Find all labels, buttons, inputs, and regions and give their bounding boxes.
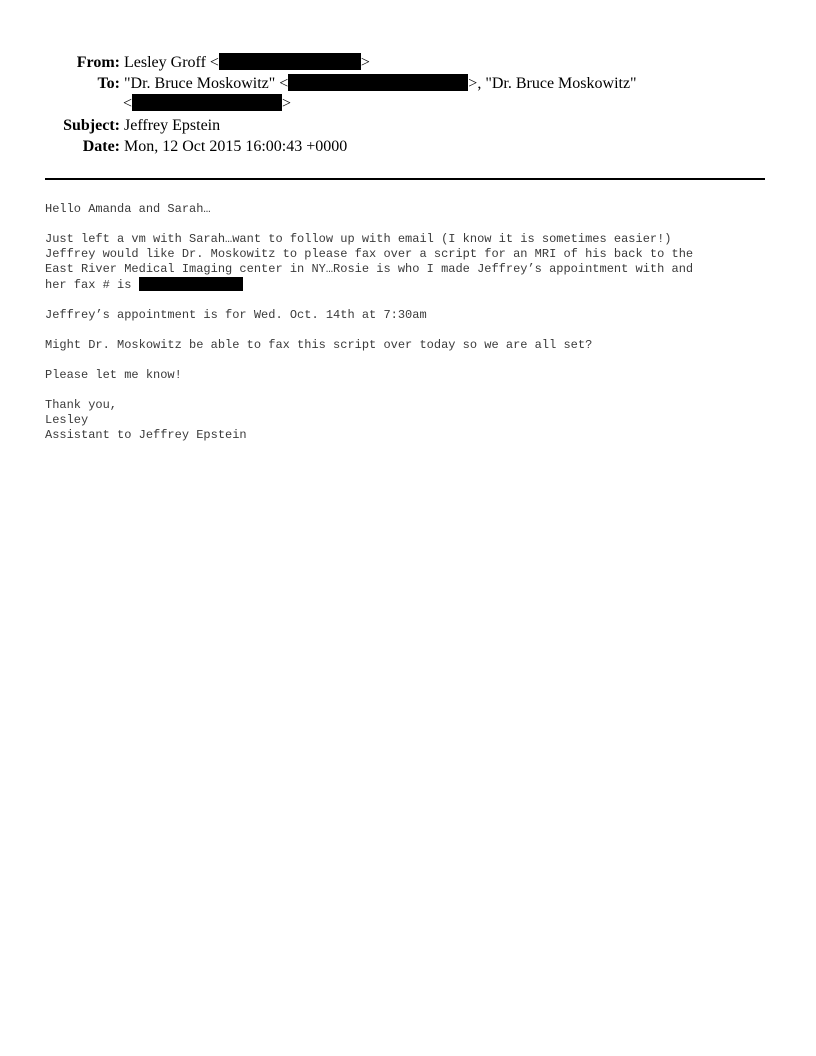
- spacer: [45, 293, 775, 308]
- signature-title: Assistant to Jeffrey Epstein: [45, 428, 247, 442]
- spacer: [45, 217, 775, 232]
- body-line: Jeffrey would like Dr. Moskowitz to please fax over a script for an MRI of his back to the: [45, 247, 694, 261]
- spacer: [45, 323, 775, 338]
- header-divider: [45, 178, 765, 180]
- to-continuation: [0, 94, 816, 112]
- redaction-box: [288, 74, 468, 91]
- signoff-line: Thank you,: [45, 398, 118, 412]
- spacer: [45, 353, 775, 368]
- email-header: [0, 52, 816, 157]
- date-label: Date:: [82, 138, 120, 155]
- from-label: From:: [76, 54, 120, 71]
- from-close: >: [360, 54, 370, 71]
- body-line: Just left a vm with Sarah…want to follow up with email (I know it is sometimes easier!): [45, 232, 672, 246]
- date-value: Mon, 12 Oct 2015 16:00:43 +0000: [124, 138, 348, 155]
- subject-value: Jeffrey Epstein: [124, 117, 221, 134]
- closing-request-line: Please let me know!: [45, 368, 182, 382]
- to-cont-open: <: [123, 95, 133, 112]
- request-line: Might Dr. Moskowitz be able to fax this script over today so we are all set?: [45, 338, 593, 352]
- from-name: Lesley Groff <: [124, 54, 219, 71]
- redaction-box: [132, 94, 282, 111]
- body-line: East River Medical Imaging center in NY…Rosie is who I made Jeffrey’s appointment with and: [45, 262, 694, 276]
- from-row: [0, 52, 816, 73]
- to-value: [120, 73, 816, 94]
- spacer: [45, 383, 775, 398]
- greeting-line: Hello Amanda and Sarah…: [45, 202, 211, 216]
- redaction-box: [139, 277, 243, 291]
- to-recipient-1: "Dr. Bruce Moskowitz" <: [124, 75, 289, 92]
- to-label: To:: [97, 75, 120, 92]
- appointment-line: Jeffrey’s appointment is for Wed. Oct. 14th at 7:30am: [45, 308, 427, 322]
- date-row: [0, 136, 816, 157]
- signature-name: Lesley: [45, 413, 89, 427]
- redaction-box: [219, 53, 361, 70]
- email-body: [45, 202, 775, 443]
- subject-label: Subject:: [63, 117, 120, 134]
- fax-label: her fax # is: [45, 278, 139, 292]
- fax-line: [45, 277, 775, 293]
- subject-row: [0, 115, 816, 136]
- to-cont-close: >: [282, 95, 292, 112]
- from-value: [120, 52, 816, 73]
- to-separator: >, "Dr. Bruce Moskowitz": [468, 75, 637, 92]
- to-row: [0, 73, 816, 94]
